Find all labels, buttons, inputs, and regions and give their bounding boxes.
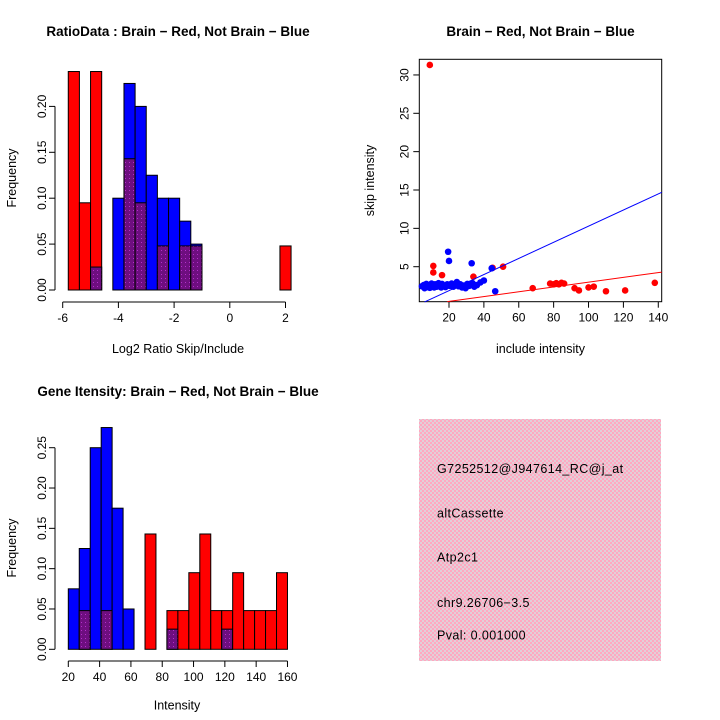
y-tick-label: 0.00: [35, 637, 49, 661]
x-tick-label: 0: [226, 311, 234, 325]
y-tick-label: 5: [397, 263, 412, 271]
gene-name-text: Atp2c1: [437, 550, 479, 565]
hist-bar-overlap: [191, 246, 202, 290]
x-tick-label: 140: [246, 670, 267, 684]
y-tick-label: 0.05: [35, 597, 49, 621]
y-tick-label: 30: [397, 68, 412, 82]
y-tick-label: 0.00: [35, 278, 49, 302]
hist-bar-overlap: [124, 159, 135, 290]
x-tick-label: 80: [546, 310, 561, 325]
info-box-background: [419, 419, 661, 661]
x-tick-label: 140: [648, 310, 669, 325]
hist-bar-overlap: [135, 203, 146, 290]
hist-bar-red: [189, 573, 200, 650]
splice-type-text: altCassette: [437, 506, 504, 521]
hist-bar-red: [79, 203, 90, 290]
scatter-point-red: [430, 263, 437, 270]
regression-line-blue: [425, 192, 662, 302]
hist-bar-overlap: [167, 629, 178, 649]
probe-id-text: G7252512@J947614_RC@j_at: [437, 462, 624, 476]
chart-title: Gene Itensity: Brain − Red, Not Brain − Blue: [37, 384, 319, 399]
chart-title: Brain − Red, Not Brain − Blue: [446, 24, 635, 39]
y-axis-label: skip intensity: [363, 144, 377, 217]
scatter-point-red: [651, 280, 658, 287]
scatter-point-blue: [492, 288, 499, 295]
hist-bar-overlap: [91, 267, 102, 290]
x-tick-label: 40: [477, 310, 491, 325]
hist-bar-blue: [90, 448, 101, 650]
gene-intensity-plot-area: [35, 428, 298, 684]
hist-bar-overlap: [157, 246, 168, 290]
hist-bar-red: [200, 534, 211, 649]
hist-bar-red: [178, 611, 189, 650]
intensity-scatter-plot-area: [397, 59, 668, 324]
y-tick-label: 0.15: [35, 140, 49, 164]
y-tick-label: 0.25: [35, 436, 49, 460]
hist-bar-red: [280, 246, 291, 290]
x-tick-label: 100: [578, 310, 599, 325]
y-tick-label: 0.10: [35, 556, 49, 581]
x-axis-label: include intensity: [496, 342, 585, 356]
x-tick-label: 120: [214, 670, 235, 684]
hist-bar-blue: [169, 198, 180, 290]
x-tick-label: 100: [183, 670, 204, 684]
chart-title: RatioData : Brain − Red, Not Brain − Blue: [46, 24, 310, 39]
panel-gene-intensity-histogram: [5, 384, 319, 713]
hist-bar-blue: [112, 508, 123, 649]
hist-bar-red: [255, 611, 266, 650]
x-tick-label: 60: [512, 310, 526, 325]
y-tick-label: 20: [397, 144, 412, 159]
hist-bar-red: [233, 573, 244, 650]
y-tick-label: 0.10: [35, 186, 49, 210]
hist-bar-blue: [113, 198, 124, 290]
hist-bar-red: [277, 573, 288, 650]
hist-bar-overlap: [180, 246, 191, 290]
y-tick-label: 0.05: [35, 232, 49, 256]
hist-bar-red: [91, 72, 102, 290]
pval-text: Pval: 0.001000: [437, 628, 526, 643]
scatter-point-red: [576, 287, 583, 294]
x-tick-label: 20: [442, 310, 456, 325]
chromosome-location-text: chr9.26706−3.5: [437, 596, 530, 610]
scatter-point-blue: [445, 248, 452, 255]
x-tick-label: -2: [168, 311, 180, 325]
y-tick-label: 10: [397, 221, 412, 236]
scatter-point-red: [430, 269, 437, 276]
panel-gene-info-box: [419, 419, 661, 661]
hist-bar-red: [244, 611, 255, 650]
hist-bar-red: [266, 611, 277, 650]
hist-bar-overlap: [101, 611, 112, 650]
panel-ratio-histogram: [5, 24, 310, 356]
y-axis-label: Frequency: [5, 148, 19, 208]
plot-box: [419, 59, 661, 301]
hist-bar-blue: [123, 609, 134, 649]
y-axis-label: Frequency: [5, 518, 19, 578]
x-axis-label: Intensity: [153, 698, 201, 713]
x-tick-label: 60: [124, 670, 138, 684]
x-tick-label: 160: [277, 670, 298, 684]
x-tick-label: -6: [57, 311, 69, 325]
y-tick-label: 0.20: [35, 476, 49, 500]
y-tick-label: 25: [397, 106, 412, 120]
scatter-point-blue: [446, 258, 453, 265]
x-tick-label: -4: [113, 311, 124, 325]
y-tick-label: 0.15: [35, 516, 49, 541]
y-tick-label: 0.20: [35, 94, 49, 119]
scatter-point-red: [603, 288, 610, 295]
hist-bar-red: [145, 534, 156, 649]
scatter-point-red: [622, 287, 629, 294]
hist-bar-blue: [68, 589, 79, 649]
hist-bar-overlap: [222, 629, 233, 649]
panel-intensity-scatter: [363, 24, 669, 356]
scatter-point-red: [439, 272, 446, 279]
scatter-point-blue: [481, 277, 488, 284]
x-tick-label: 80: [155, 670, 169, 684]
scatter-point-red: [427, 62, 434, 69]
hist-bar-blue: [146, 175, 157, 290]
x-axis-label: Log2 Ratio Skip/Include: [111, 342, 245, 356]
hist-bar-red: [68, 72, 79, 290]
hist-bar-red: [211, 611, 222, 650]
x-tick-label: 120: [613, 310, 634, 325]
y-tick-label: 15: [397, 183, 412, 197]
x-tick-label: 2: [282, 311, 289, 325]
scatter-point-red: [590, 283, 597, 290]
hist-bar-overlap: [79, 611, 90, 650]
x-tick-label: 20: [61, 670, 75, 684]
x-tick-label: 40: [92, 670, 107, 684]
scatter-point-blue: [468, 260, 475, 267]
ratio-histogram-plot-area: [35, 72, 291, 325]
